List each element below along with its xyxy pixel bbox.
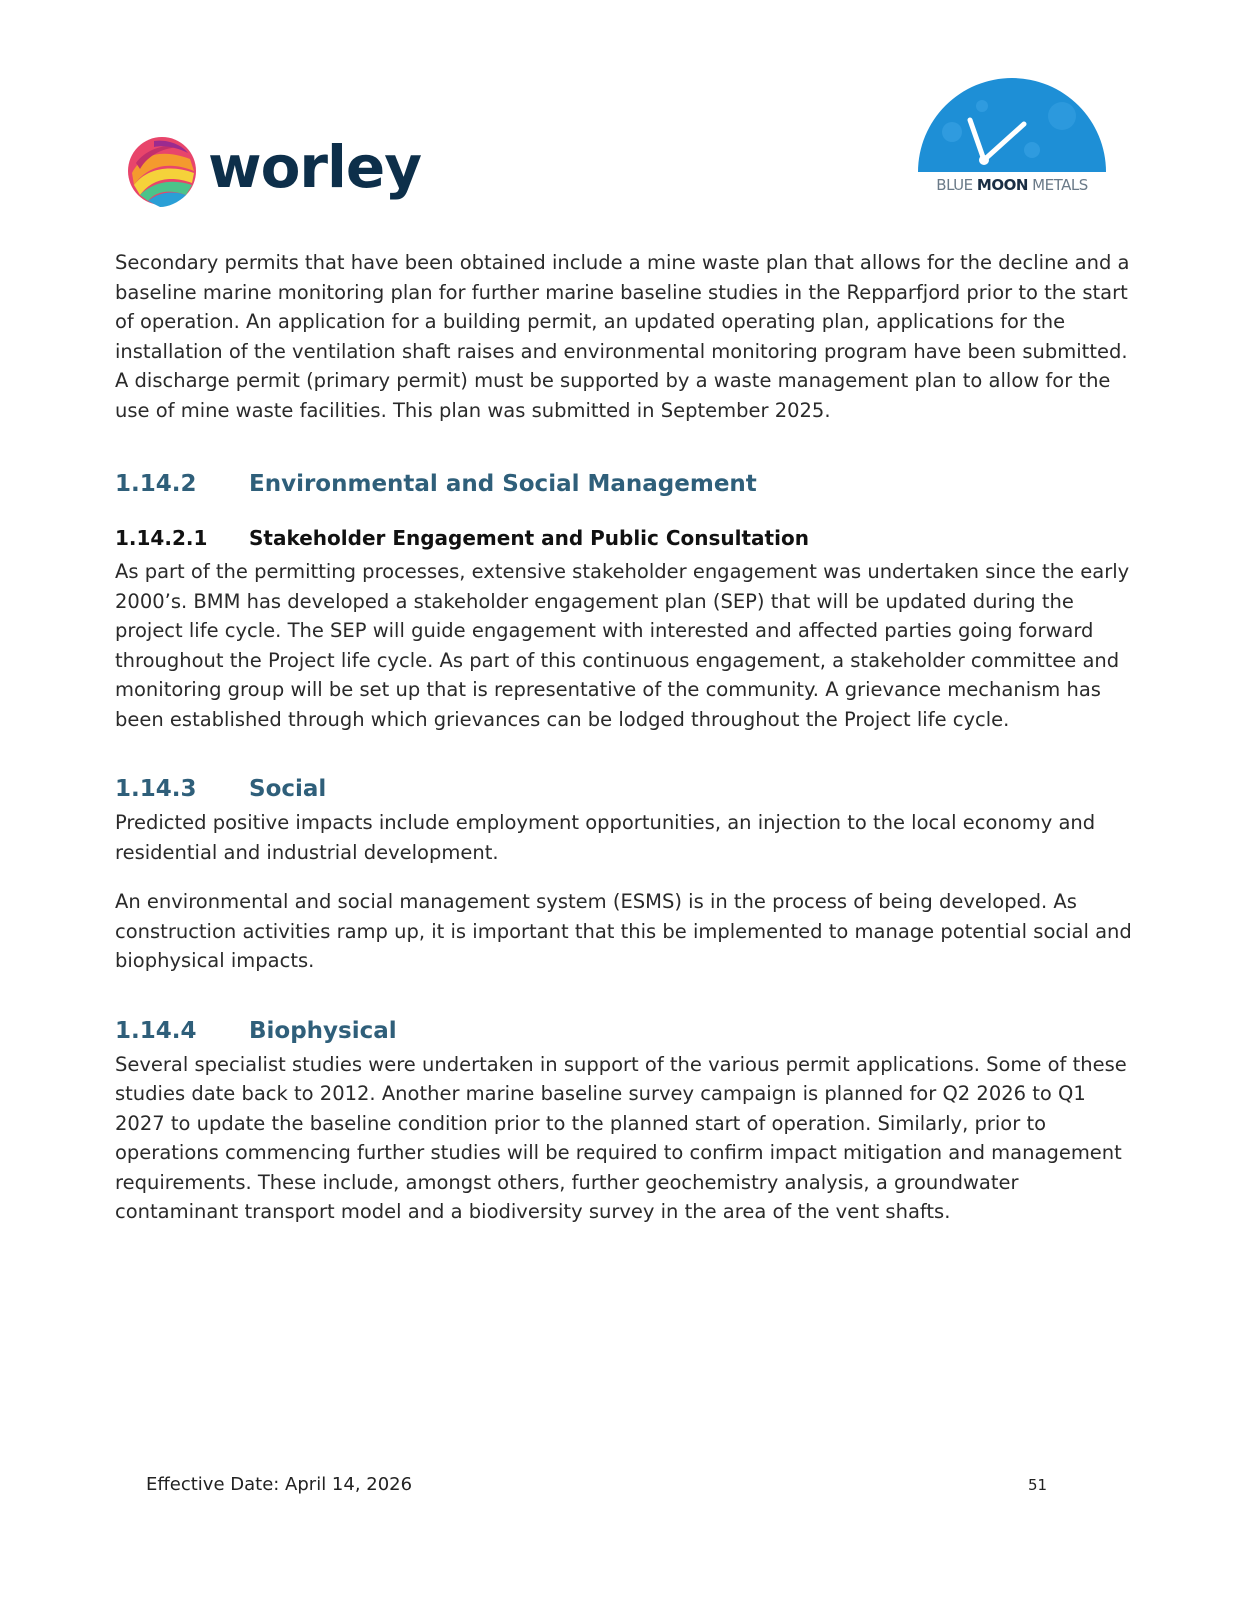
section-number: 1.14.4 bbox=[115, 1017, 197, 1044]
intro-paragraph: Secondary permits that have been obtained include a mine waste plan that allows for the decline and a baseline marine monitoring plan for further marine baseline studies in the Repparfjord prior to the start of operation. An application for a building permit, an updated operating plan, applications for the installation of the ventilation shaft raises and environmental monitoring program have been submitted. A discharge permit (primary permit) must be supported by a waste management plan to allow for the use of mine waste facilities. This plan was submitted in September 2025. bbox=[115, 251, 1130, 422]
section-title: Environmental and Social Management bbox=[249, 471, 757, 497]
section-heading-biophysical bbox=[115, 1016, 1135, 1046]
bmm-text-blue: BLUE bbox=[936, 176, 977, 194]
document-body bbox=[115, 248, 1135, 1227]
section-title: Biophysical bbox=[249, 1017, 397, 1044]
subsection-heading-stakeholder bbox=[115, 523, 1135, 553]
section-heading-environmental-social bbox=[115, 469, 1135, 499]
subsection-number: 1.14.2.1 bbox=[115, 526, 208, 550]
section-heading-social bbox=[115, 774, 1135, 804]
worley-logo bbox=[124, 133, 444, 213]
section-number: 1.14.3 bbox=[115, 776, 197, 802]
moon-clock-icon bbox=[912, 76, 1112, 176]
worley-swirl-icon bbox=[124, 133, 200, 209]
subsection-title: Stakeholder Engagement and Public Consultation bbox=[249, 526, 809, 550]
footer-page-number: 51 bbox=[1028, 1476, 1048, 1494]
stakeholder-paragraph: As part of the permitting processes, extensive stakeholder engagement was undertaken since the early 2000’s. BMM has developed a stakeholder engagement plan (SEP) that will be updated during the project life cycle. The SEP will guide engagement with interested and affected parties going forward throughout the Project life cycle. As part of this continuous engagement, a stakeholder committee and monitoring group will be set up that is representative of the community. A grievance mechanism has been established through which grievances can be lodged throughout the Project life cycle. bbox=[115, 560, 1130, 731]
bmm-text-metals: METALS bbox=[1027, 176, 1088, 194]
social-paragraph-1: Predicted positive impacts include employment opportunities, an injection to the local economy and residential and industrial development. bbox=[115, 811, 1096, 864]
blue-moon-metals-text bbox=[912, 176, 1112, 194]
footer-effective-date: Effective Date: April 14, 2026 bbox=[146, 1474, 413, 1495]
bmm-text-moon: MOON bbox=[976, 176, 1028, 194]
social-paragraph-2: An environmental and social management system (ESMS) is in the process of being developed. As construction activities ramp up, it is important that this be implemented to manage potential social and biophysical impacts. bbox=[115, 890, 1132, 972]
biophysical-paragraph: Several specialist studies were undertaken in support of the various permit applications. Some of these studies date back to 2012. Another marine baseline survey campaign is planned for Q2 2026 to Q1 2027 to update the baseline condition prior to the planned start of operation. Similarly, prior to operations commencing further studies will be required to confirm impact mitigation and management requirements. These include, amongst others, further geochemistry analysis, a groundwater contaminant transport model and a biodiversity survey in the area of the vent shafts. bbox=[115, 1052, 1127, 1223]
worley-logo-text: worley bbox=[208, 133, 422, 201]
section-number: 1.14.2 bbox=[115, 471, 197, 497]
section-title: Social bbox=[249, 776, 327, 802]
blue-moon-metals-logo bbox=[912, 76, 1112, 200]
